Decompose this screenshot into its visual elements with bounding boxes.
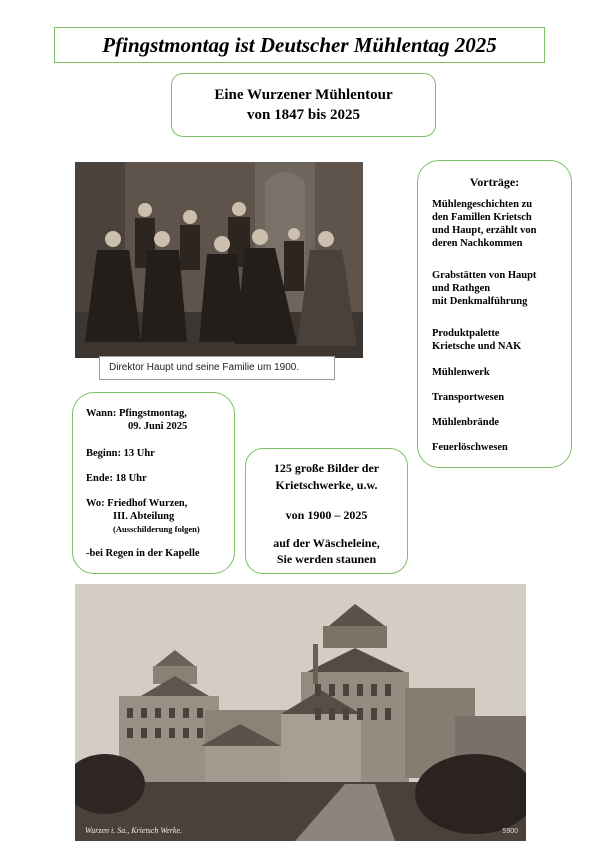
subtitle: [172, 85, 435, 125]
when-label: Wann: Pfingstmontag,: [86, 408, 187, 419]
family-photo-illustration: [75, 162, 363, 358]
where-label: Wo: Friedhof Wurzen,: [86, 498, 188, 509]
factory-photo: [75, 584, 526, 841]
event-details-box: [72, 392, 235, 574]
pictures-line5: Sie werden staunen: [276, 552, 377, 566]
pictures-line2: Krietschwerke, u.w.: [275, 478, 378, 492]
talk-item: Transportwesen: [432, 392, 505, 403]
talk-line: Produktpalette: [432, 328, 500, 339]
pictures-line3: von 1900 – 2025: [285, 508, 368, 522]
talk-item: [432, 198, 572, 250]
family-photo: [75, 162, 363, 358]
talks-heading: Vorträge:: [469, 175, 520, 189]
talk-line: und Rathgen: [432, 283, 491, 294]
talk-line: Grabstätten von Haupt: [432, 270, 537, 281]
talk-item: Mühlenwerk: [432, 367, 490, 378]
talk-item: Feuerlöschwesen: [432, 442, 508, 453]
talk-item: [432, 327, 572, 353]
talk-item: [432, 269, 572, 308]
talks-box: [417, 160, 572, 468]
where-department: III. Abteilung: [113, 511, 175, 522]
talk-line: den Famillen Krietsch: [432, 212, 532, 223]
talk-line: Krietsche und NAK: [432, 341, 522, 352]
where-note: (Ausschilderung folgen): [113, 524, 200, 534]
family-photo-caption: Direktor Haupt und seine Familie um 1900.: [99, 356, 335, 380]
talk-item: Mühlenbrände: [432, 417, 500, 428]
subtitle-line2: von 1847 bis 2025: [247, 107, 360, 123]
title-box: [54, 27, 545, 63]
page-title: Pfingstmontag ist Deutscher Mühlentag 2025: [102, 33, 497, 57]
pictures-line4: auf der Wäscheleine,: [273, 536, 380, 550]
pictures-line1: 125 große Bilder der: [273, 461, 380, 475]
factory-photo-number: 5900: [502, 828, 518, 835]
factory-photo-illustration: [75, 584, 526, 841]
talk-line: und Haupt, erzählt von: [432, 225, 537, 236]
subtitle-line1: Eine Wurzener Mühlentour: [214, 87, 393, 103]
talk-line: mit Denkmalführung: [432, 296, 528, 307]
start-time: Beginn: 13 Uhr: [86, 448, 155, 459]
subtitle-box: [171, 73, 436, 137]
factory-photo-caption: Wurzen i. Sa., Krietsch Werke.: [85, 826, 183, 835]
when-date: 09. Juni 2025: [128, 421, 188, 432]
talk-line: deren Nachkommen: [432, 238, 523, 249]
pictures-box: [245, 448, 408, 574]
rain-note: -bei Regen in der Kapelle: [86, 548, 200, 559]
talk-line: Mühlengeschichten zu: [432, 199, 533, 210]
end-time: Ende: 18 Uhr: [86, 473, 147, 484]
